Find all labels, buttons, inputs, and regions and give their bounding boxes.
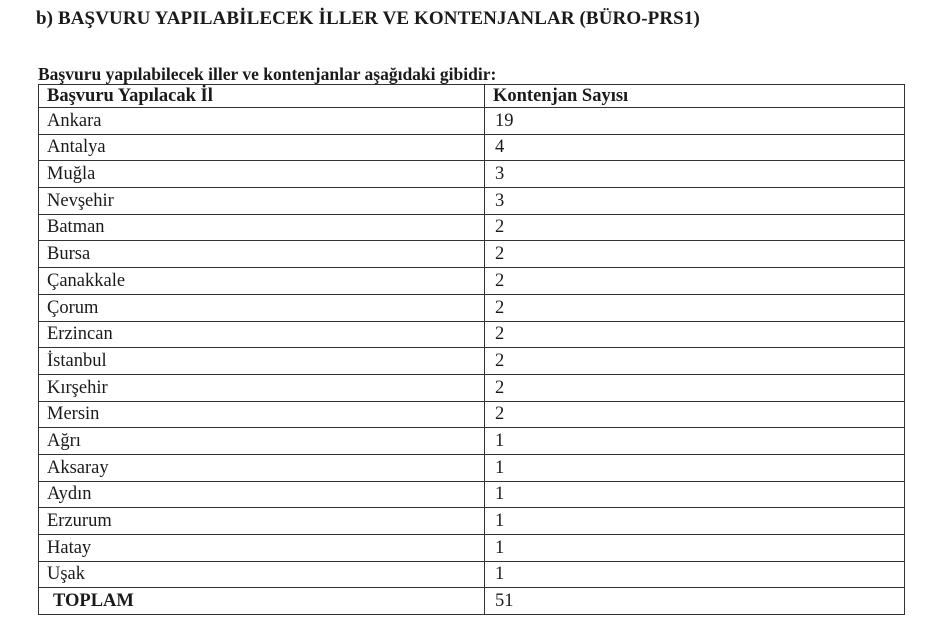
quota-cell: 1 (485, 535, 905, 562)
province-cell: Ankara (39, 108, 485, 135)
table-row (39, 428, 905, 455)
quota-cell: 1 (485, 508, 905, 535)
quota-cell: 2 (485, 374, 905, 401)
quota-cell: 19 (485, 108, 905, 135)
table-row (39, 214, 905, 241)
province-cell: Çanakkale (39, 268, 485, 295)
table-header-row (39, 85, 905, 108)
quota-cell: 2 (485, 401, 905, 428)
table-row (39, 561, 905, 588)
section-title: b) BAŞVURU YAPILABİLECEK İLLER VE KONTENJANLAR (BÜRO-PRS1) (36, 8, 700, 29)
table-row (39, 161, 905, 188)
table-row (39, 535, 905, 562)
quota-cell: 1 (485, 561, 905, 588)
province-cell: Erzincan (39, 321, 485, 348)
total-label: TOPLAM (39, 588, 485, 615)
province-cell: Nevşehir (39, 188, 485, 215)
province-cell: Kırşehir (39, 374, 485, 401)
table-row (39, 401, 905, 428)
province-cell: Ağrı (39, 428, 485, 455)
province-cell: Aksaray (39, 454, 485, 481)
total-value: 51 (485, 588, 905, 615)
table-row (39, 454, 905, 481)
province-cell: Mersin (39, 401, 485, 428)
quota-cell: 4 (485, 134, 905, 161)
table-row (39, 188, 905, 215)
quota-cell: 2 (485, 268, 905, 295)
quota-table (38, 84, 905, 615)
table-row (39, 268, 905, 295)
table-row (39, 108, 905, 135)
header-quota: Kontenjan Sayısı (485, 85, 905, 108)
header-province: Başvuru Yapılacak İl (39, 85, 485, 108)
quota-cell: 1 (485, 454, 905, 481)
province-cell: Aydın (39, 481, 485, 508)
province-cell: Muğla (39, 161, 485, 188)
quota-cell: 2 (485, 294, 905, 321)
table-row (39, 508, 905, 535)
table-row (39, 134, 905, 161)
intro-text: Başvuru yapılabilecek iller ve kontenjanlar aşağıdaki gibidir: (38, 64, 497, 84)
table-row (39, 481, 905, 508)
quota-cell: 3 (485, 188, 905, 215)
quota-cell: 1 (485, 481, 905, 508)
province-cell: Batman (39, 214, 485, 241)
province-cell: Hatay (39, 535, 485, 562)
quota-cell: 2 (485, 241, 905, 268)
table-row (39, 374, 905, 401)
table-row (39, 241, 905, 268)
province-cell: Çorum (39, 294, 485, 321)
table-row (39, 294, 905, 321)
province-cell: İstanbul (39, 348, 485, 375)
province-cell: Erzurum (39, 508, 485, 535)
quota-cell: 2 (485, 214, 905, 241)
table-row (39, 321, 905, 348)
province-cell: Uşak (39, 561, 485, 588)
quota-cell: 2 (485, 348, 905, 375)
quota-cell: 2 (485, 321, 905, 348)
province-cell: Bursa (39, 241, 485, 268)
total-row (39, 588, 905, 615)
quota-cell: 1 (485, 428, 905, 455)
province-cell: Antalya (39, 134, 485, 161)
table-row (39, 348, 905, 375)
quota-cell: 3 (485, 161, 905, 188)
